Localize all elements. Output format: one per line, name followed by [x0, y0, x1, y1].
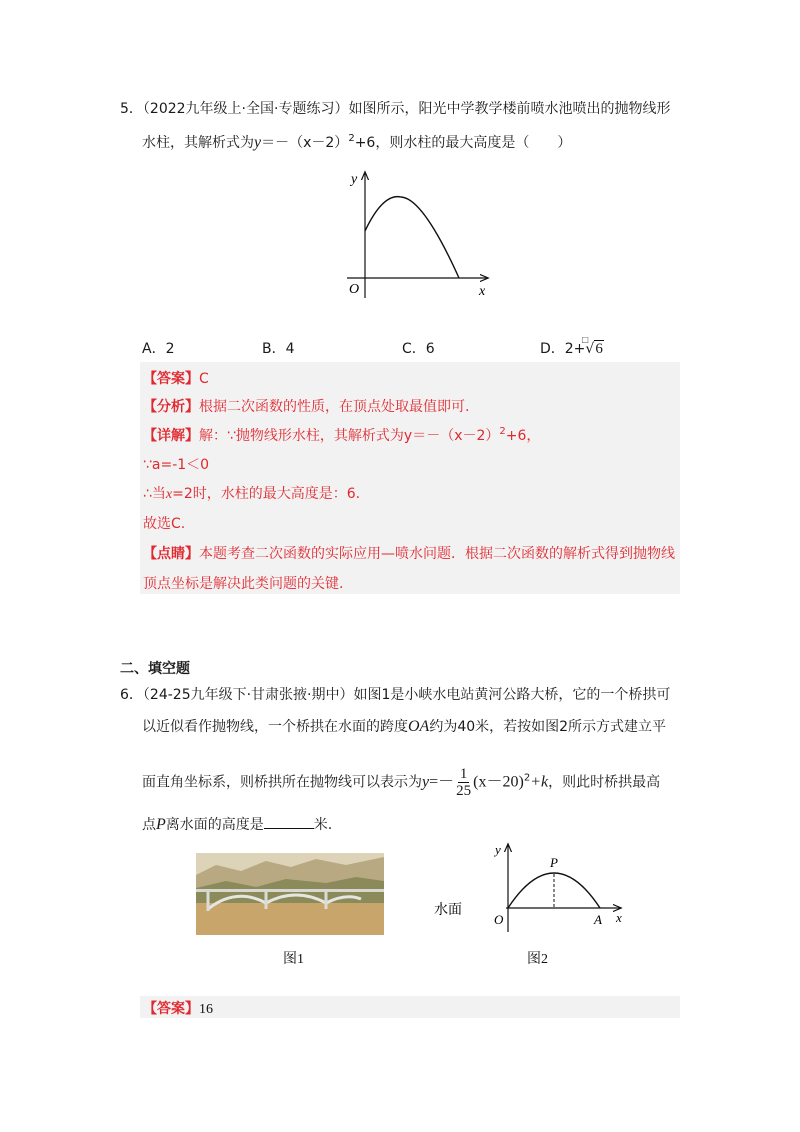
question-6-line2: 以近似看作抛物线，一个桥拱在水面的跨度OA约为40米，若按如图2所示方式建立平	[142, 718, 667, 735]
analysis-line: 【分析】根据二次函数的性质，在顶点处取最值即可.	[143, 399, 470, 415]
bridge-arch-graph	[428, 840, 628, 935]
question-6-line3: 面直角坐标系，则桥拱所在抛物线可以表示为y=－ $\frac{1}{25}$ $(x-20)^2+k$，则此时桥拱最高	[142, 766, 661, 799]
option-b: B．4	[262, 341, 295, 357]
answer-line-6: 【答案】16	[143, 1001, 213, 1017]
comment-line: 【点睛】本题考查二次函数的实际应用—喷水问题．根据二次函数的解析式得到抛物线	[143, 546, 675, 562]
question-6-line4: 点P离水面的高度是 米.	[142, 816, 333, 833]
detail-line-3: ∴当x=2时，水柱的最大高度是：6.	[143, 486, 361, 502]
question-5	[120, 98, 690, 120]
question-text: 如图所示，阳光中学教学楼前喷水池喷出的抛物线形	[348, 101, 671, 117]
question-number: 5．	[120, 101, 143, 117]
answer-blank	[264, 814, 314, 829]
origin-label: O	[494, 912, 504, 927]
answer-box-6	[140, 996, 680, 1018]
option-a: A．2	[142, 341, 175, 357]
detail-line-4: 故选C.	[143, 516, 186, 532]
y-label: y	[351, 172, 358, 187]
origin-label: O	[349, 282, 360, 297]
comment-line-2: 顶点坐标是解决此类问题的关键.	[143, 576, 344, 592]
x-label: x	[616, 910, 622, 925]
x-label: x	[479, 284, 486, 299]
answer-line: 【答案】C	[143, 371, 209, 387]
figure-1-caption: 图1	[283, 952, 304, 967]
option-d: D．2+ □ √6	[540, 335, 603, 357]
option-c: C．6	[402, 341, 435, 357]
section-title: 二、填空题	[120, 661, 190, 677]
p-label: P	[550, 855, 558, 870]
y-label: y	[495, 842, 501, 857]
figure-2-caption: 图2	[527, 952, 548, 967]
detail-line-2: ∵a=-1＜0	[143, 457, 210, 473]
radical-icon: √	[585, 341, 595, 357]
question-6: 6．（24-25九年级下·甘肃张掖·期中）如图1是小峡水电站黄河公路大桥，它的一个桥拱可	[120, 687, 671, 703]
a-label: A	[594, 912, 602, 927]
question-5-line2: 水柱，其解析式为$y=-(x-2)^2+6$，则水柱的最大高度是（ ）	[142, 133, 572, 151]
radical-index: □	[581, 335, 589, 344]
parabola-curve	[365, 197, 459, 278]
fraction: $\frac{1}{25}$	[456, 766, 472, 799]
question-source: （2022九年级上·全国·专题练习）	[142, 101, 349, 117]
bridge-photo	[196, 853, 384, 935]
detail-line: 【详解】解：∵抛物线形水柱，其解析式为$y=-(x-2)^2+6$，	[143, 426, 541, 444]
parabola-graph	[335, 168, 495, 303]
water-label: 水面	[434, 902, 462, 918]
